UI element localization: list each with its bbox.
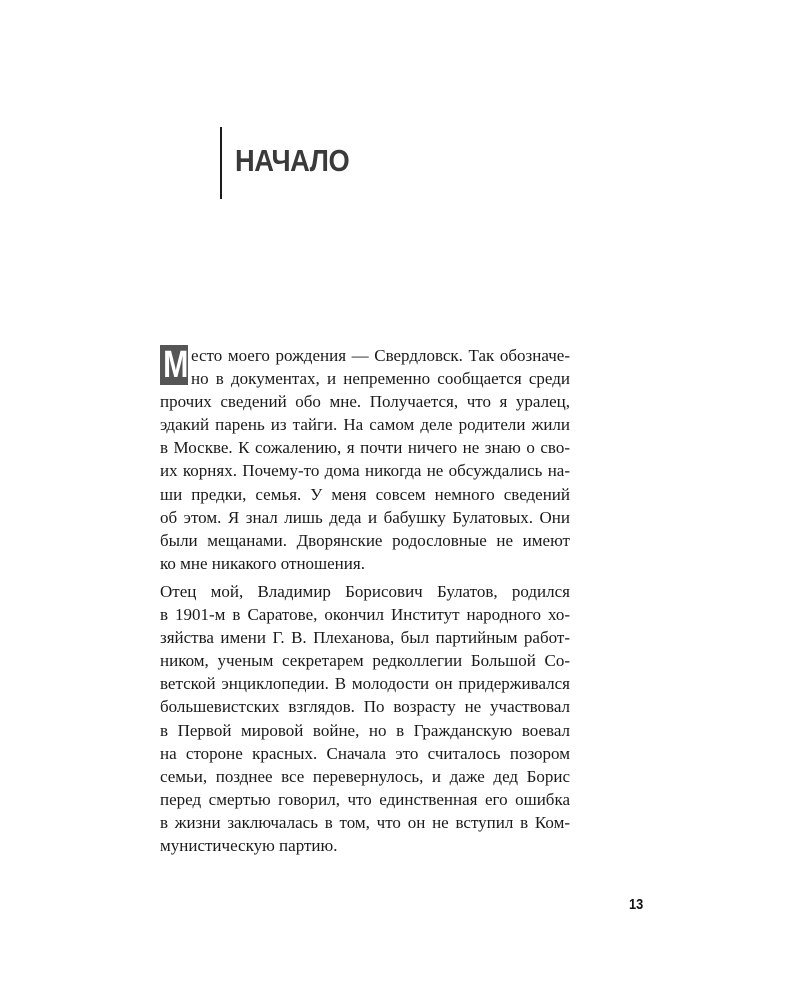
text-line: есто моего рождения — Свердловск. Так обозначе-: [191, 346, 570, 365]
text-line: прочих сведений обо мне. Получается, что я уралец,: [160, 392, 570, 412]
text-line: мунистическую партию.: [160, 836, 338, 856]
drop-cap-letter: М: [163, 345, 188, 385]
text-line: в 1901-м в Саратове, окончил Институт народного хо-: [160, 605, 570, 625]
paragraph-1: [160, 344, 570, 575]
text-line: ветской энциклопедии. В молодости он придерживался: [160, 674, 570, 694]
paragraph-2: [160, 580, 570, 857]
text-line: зяйства имени Г. В. Плеханова, был партийным работ-: [160, 628, 570, 648]
page-number: 13: [629, 896, 644, 913]
text-line: их корнях. Почему-то дома никогда не обсуждались на-: [160, 461, 570, 481]
text-line: перед смертью говорил, что единственная его ошибка: [160, 789, 570, 809]
text-line: на стороне красных. Сначала это считалось позором: [160, 743, 570, 763]
chapter-title: НАЧАЛО: [235, 143, 350, 178]
text-line: в Москве. К сожалению, я почти ничего не знаю о сво-: [160, 438, 570, 458]
text-line: семьи, позднее все перевернулось, и даже дед Борис: [160, 766, 570, 786]
text-line: были мещанами. Дворянские родословные не имеют: [160, 530, 570, 550]
text-line: в Первой мировой войне, но в Гражданскую воевал: [160, 720, 570, 740]
text-line: ником, ученым секретарем редколлегии Большой Со-: [160, 651, 570, 671]
text-line: но в документах, и непременно сообщается среди: [191, 369, 570, 389]
text-line: об этом. Я знал лишь деда и бабушку Булатовых. Они: [160, 507, 570, 527]
text-line: ко мне никакого отношения.: [160, 553, 365, 573]
text-line: большевистских взглядов. По возрасту не участвовал: [160, 697, 570, 717]
text-line: в жизни заключалась в том, что он не вступил в Ком-: [160, 812, 570, 832]
chapter-divider-line: [220, 127, 222, 199]
text-line: эдакий парень из тайги. На самом деле родители жили: [160, 415, 570, 435]
text-line: ши предки, семья. У меня совсем немного сведений: [160, 484, 570, 504]
text-line: Отец мой, Владимир Борисович Булатов, родился: [160, 582, 570, 601]
